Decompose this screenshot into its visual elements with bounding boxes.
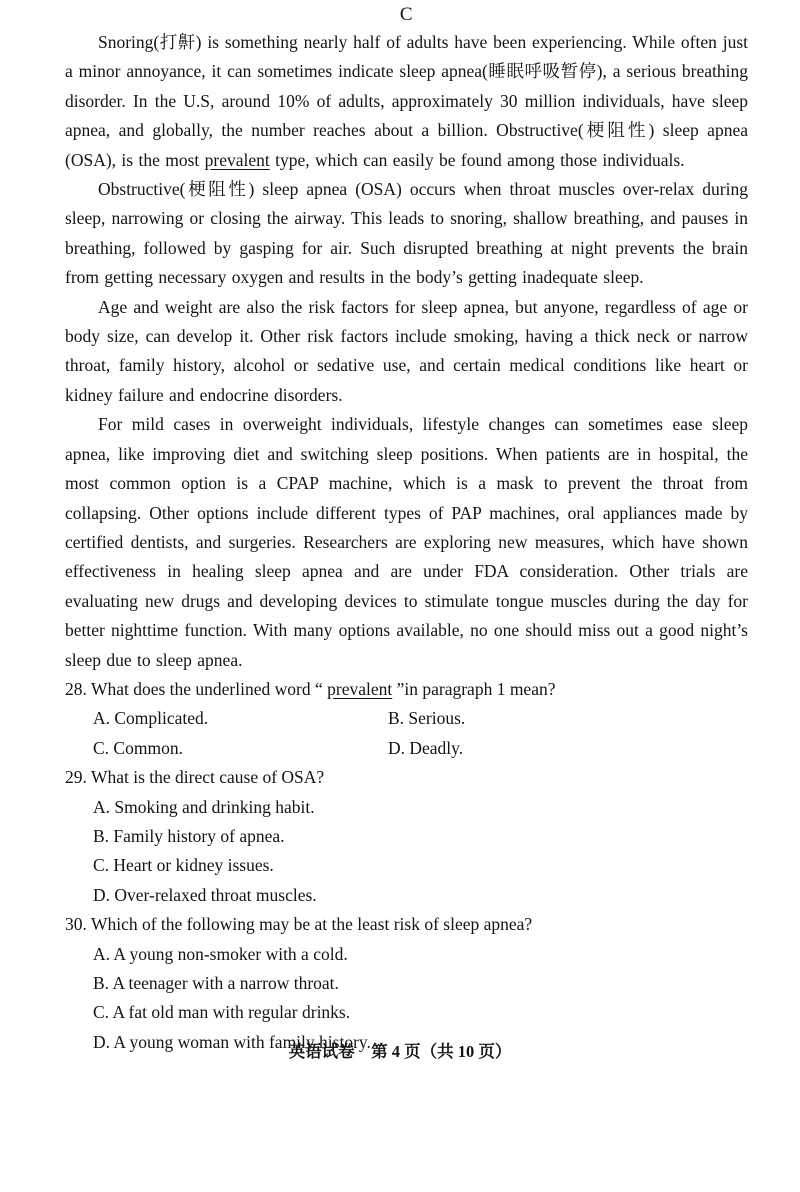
questions-section <box>65 675 748 1057</box>
question-28-stem-pre: What does the underlined word “ <box>90 678 328 699</box>
question-29-option-b: B. Family history of apnea. <box>93 825 285 846</box>
passage-paragraph-1 <box>65 28 748 175</box>
question-28-stem-post: ”in paragraph 1 mean? <box>392 678 556 699</box>
question-30-number: 30. <box>65 914 87 935</box>
question-28-number: 28. <box>65 678 87 699</box>
paragraph-1-underlined-word: prevalent <box>204 149 270 170</box>
question-28-options <box>93 704 748 763</box>
question-30 <box>65 910 748 1057</box>
page-footer: 英语试卷 第 4 页（共 10 页） <box>288 1042 512 1061</box>
question-30-stem-text: Which of the following may be at the least risk of sleep apnea? <box>90 914 533 935</box>
question-30-option-c: C. A fat old man with regular drinks. <box>93 1002 351 1023</box>
question-28-option-a: A. Complicated. <box>93 708 209 729</box>
question-29-option-d: D. Over-relaxed throat muscles. <box>93 884 317 905</box>
question-28-underlined-word: prevalent <box>327 678 393 699</box>
question-29-number: 29. <box>65 767 87 788</box>
question-30-option-d: D. A young woman with family history. <box>93 1031 371 1052</box>
section-label: C <box>399 4 414 25</box>
question-28 <box>65 675 748 763</box>
question-29-option-c: C. Heart or kidney issues. <box>93 855 274 876</box>
question-29-stem <box>65 763 748 792</box>
paragraph-1-text-pre: Snoring(打鼾) is something nearly half of adults have been experiencing. While often just a minor annoyance, it can sometimes indicate sleep apnea(睡眠呼吸暂停), a serious breathing disorder. In the U.S, around 10% of adults, approximately 30 million individuals, have sleep apnea, and globally, the number reaches about a billion. Obstructive(梗阻性) sleep apnea (OSA), is the most <box>65 32 748 170</box>
passage-paragraph-3: Age and weight are also the risk factors for sleep apnea, but anyone, regardless of age or body size, can develop it. Other risk factors include smoking, having a thick neck or narrow throat, family history, alcohol or sedative use, and certain medical conditions like heart or kidney failure and endocrine disorders. <box>65 296 748 405</box>
paragraph-1-text-post: type, which can easily be found among those individuals. <box>269 149 685 170</box>
question-29 <box>65 763 748 910</box>
question-30-option-b: B. A teenager with a narrow throat. <box>93 973 339 993</box>
passage-paragraph-2: Obstructive(梗阻性) sleep apnea (OSA) occurs when throat muscles over-relax during sleep, narrowing or closing the airway. This leads to snoring, shallow breathing, and pauses in breathing, followed by gasping for air. Such disrupted breathing at night prevents the brain from getting necessary oxygen and results in the body’s getting inadequate sleep. <box>65 179 748 288</box>
question-29-options <box>93 793 748 911</box>
question-28-option-c: C. Common. <box>93 737 183 758</box>
passage-paragraph-4: For mild cases in overweight individuals, lifestyle changes can sometimes ease sleep apnea, like improving diet and switching sleep positions. When patients are in hospital, the most common option is a CPAP machine, which is a mask to prevent the throat from collapsing. Other options include different types of PAP machines, oral appliances made by certified dentists, and surgeries. Researchers are exploring new measures, which have shown effectiveness in healing sleep apnea and are under FDA consideration. Other trials are evaluating new drugs and developing devices to stimulate tongue muscles during the day for better nighttime function. With many options available, no one should miss out a good night’s sleep due to sleep apnea. <box>65 414 748 670</box>
question-28-option-d: D. Deadly. <box>388 737 464 758</box>
question-28-stem <box>65 675 748 704</box>
question-30-option-a: A. A young non-smoker with a cold. <box>93 943 348 964</box>
question-29-option-a: A. Smoking and drinking habit. <box>93 796 315 817</box>
question-28-option-b: B. Serious. <box>388 708 466 729</box>
question-29-stem-text: What is the direct cause of OSA? <box>90 767 325 788</box>
reading-passage <box>65 28 748 675</box>
question-30-stem <box>65 910 748 939</box>
